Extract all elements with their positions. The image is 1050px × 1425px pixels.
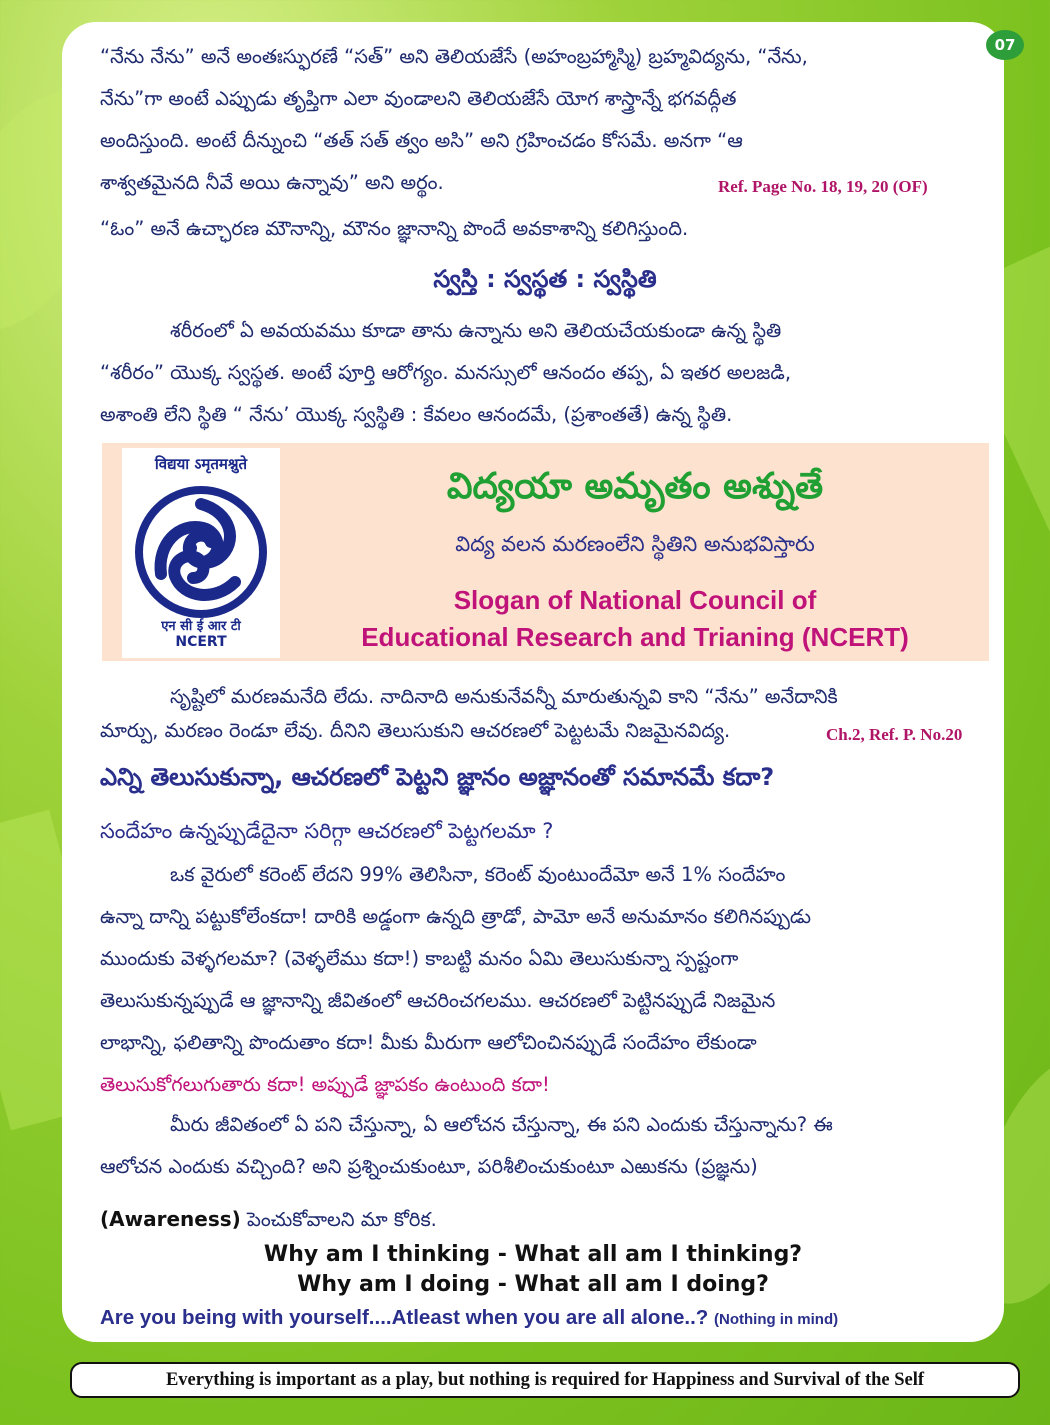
logo-bottom-english: NCERT [175, 634, 227, 650]
ncert-emblem-icon [131, 482, 271, 622]
para4-line2: మార్పు, మరణం రెండూ లేవు. దీనిని తెలుసుకుని ఆచరణలో పెట్టటమే నిజమైనవిద్య. [100, 719, 731, 742]
para2: “ఓం” అనే ఉచ్ఛారణ మౌనాన్ని, మౌనం జ్ఞానాన్ని పొందే అవకాశాన్ని కలిగిస్తుంది. [100, 217, 689, 240]
banner-title-telugu: విద్యయా అమృతం అశ్నుతే [446, 466, 824, 507]
para5-line5: లాభాన్ని, ఫలితాన్ని పొందుతాం కదా! మీకు మీరుగా ఆలోచించినప్పుడే సందేహం లేకుండా [100, 1031, 757, 1054]
para6-line3 [100, 1204, 990, 1235]
logo-top-text: विद्यया ऽमृतमश्नुते [154, 455, 248, 473]
para5-line2: ఉన్నా దాన్ని పట్టుకోలేంకదా! దారికి అడ్డంగా ఉన్నది త్రాడో, పామో అనే అనుమానం కలిగినప్పుడు [100, 905, 812, 928]
para6-line3-telugu: పెంచుకోవాలని మా కోరిక. [240, 1208, 437, 1231]
banner-slogan-line1: Slogan of National Council of [453, 585, 817, 615]
banner-subtitle-telugu: విద్య వలన మరణంలేని స్థితిని అనుభవిస్తారు [455, 532, 815, 556]
english-line3 [100, 1306, 1000, 1330]
para3-line2: “శరీరం” యొక్క స్వస్థత. అంటే పూర్తి ఆరోగ్యం. మనస్సులో ఆనందం తప్ప, ఏ ఇతర అలజడి, [100, 361, 792, 384]
para4-reference: Ch.2, Ref. P. No.20 [826, 725, 963, 744]
para1-reference: Ref. Page No. 18, 19, 20 (OF) [718, 177, 928, 196]
para3-line3: అశాంతి లేని స్థితి “ నేను’ యొక్క స్వస్థితి : కేవలం ఆనందమే, (ప్రశాంతతే) ఉన్న స్థితి. [100, 403, 733, 426]
english-line3-text: Are you being with yourself....Atleast when you are all alone..? [100, 1306, 709, 1329]
footer-banner: Everything is important as a play, but nothing is required for Happiness and Survival of the Self [70, 1362, 1020, 1398]
para1-line3: అందిస్తుంది. అంటే దీన్నుంచి “తత్ సత్ త్వం అసి” అని గ్రహించడం కోసమే. అనగా “ఆ [100, 129, 743, 152]
para1-line4: శాశ్వతమైనది నీవే అయి ఉన్నావు” అని అర్థం. [100, 171, 444, 194]
english-line2: Why am I doing - What all am I doing? [297, 1272, 769, 1297]
logo-bottom-hindi: एन सी ई आर टी [161, 619, 241, 634]
para3-line1: శరీరంలో ఏ అవయవము కూడా తాను ఉన్నాను అని తెలియచేయకుండా ఉన్న స్థితి [170, 319, 782, 342]
banner-slogan-line2: Educational Research and Trianing (NCERT) [361, 622, 909, 652]
heading-swasthi: స్వస్తి : స్వస్థత : స్వస్థితి [433, 265, 657, 293]
ncert-logo [122, 448, 280, 658]
heading-question1: ఎన్ని తెలుసుకున్నా, ఆచరణలో పెట్టని జ్ఞానం అజ్ఞానంతో సమానమే కదా? [100, 763, 775, 791]
para1-line2: నేను”గా అంటే ఎప్పుడు తృప్తిగా ఎలా వుండాలని తెలియజేసే యోగ శాస్త్రాన్నే భగవద్గీత [100, 87, 737, 110]
english-line1: Why am I thinking - What all am I thinking? [263, 1242, 803, 1267]
para4-line1: సృష్టిలో మరణమనేది లేదు. నాదినాది అనుకునేవన్నీ మారుతున్నవి కాని “నేను” అనేదానికి [170, 685, 838, 708]
para1-line1: “నేను నేను” అనే అంతఃస్ఫురణే “సత్” అని తెలియజేసే (అహంబ్రహ్మాస్మి) బ్రహ్మవిద్యను, “నేను, [100, 45, 808, 68]
para5-line4: తెలుసుకున్నప్పుడే ఆ జ్ఞానాన్ని జీవితంలో ఆచరించగలము. ఆచరణలో పెట్టినప్పుడే నిజమైన [100, 989, 776, 1012]
para6-line1: మీరు జీవితంలో ఏ పని చేస్తున్నా, ఏ ఆలోచన చేస్తున్నా, ఈ పని ఎందుకు చేస్తున్నాను? ఈ [170, 1113, 833, 1136]
para5-line3: ముందుకు వెళ్ళగలమా? (వెళ్ళలేము కదా!) కాబట్టి మనం ఏమి తెలుసుకున్నా స్పష్టంగా [100, 947, 739, 970]
para6-line2: ఆలోచన ఎందుకు వచ్చింది? అని ప్రశ్నించుకుంటూ, పరిశీలించుకుంటూ ఎఱుకను (ప్రజ్ఞను) [100, 1155, 758, 1178]
awareness-word: (Awareness) [100, 1207, 241, 1231]
heading-question2: సందేహం ఉన్నప్పుడేదైనా సరిగ్గా ఆచరణలో పెట్టగలమా ? [100, 819, 554, 843]
english-line3-note: (Nothing in mind) [714, 1311, 839, 1328]
para5-line6: తెలుసుకోగలుగుతారు కదా! అప్పుడే జ్ఞాపకం ఉంటుంది కదా! [100, 1073, 550, 1096]
para5-line1: ఒక వైరులో కరెంట్ లేదని 99% తెలిసినా, కరెంట్ వుంటుందేమో అనే 1% సందేహం [170, 863, 786, 886]
page-number-badge: 07 [986, 30, 1024, 60]
